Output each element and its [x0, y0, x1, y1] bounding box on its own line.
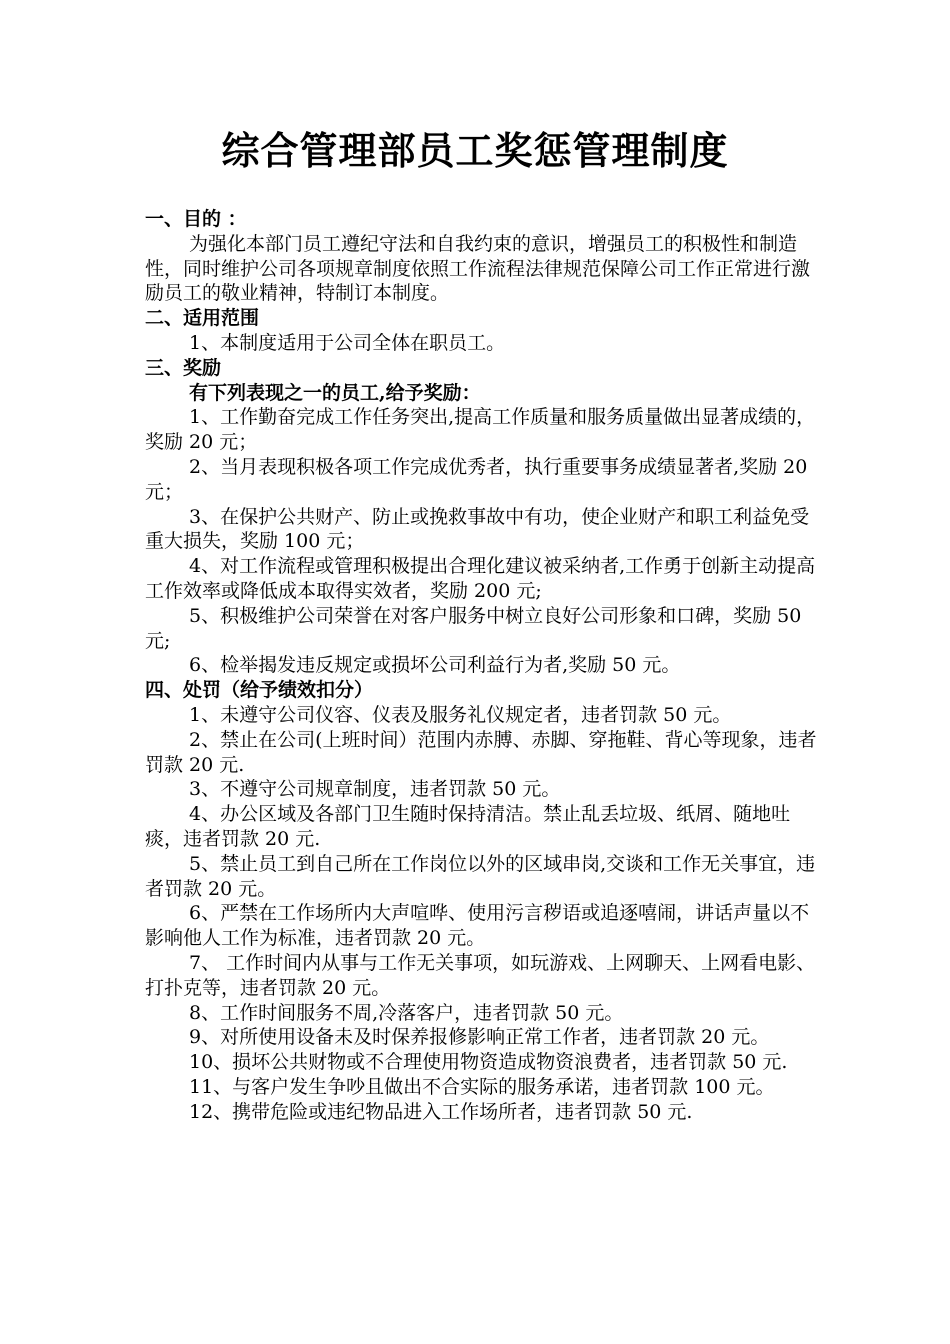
reward-item: 2、当月表现积极各项工作完成优秀者，执行重要事务成绩显著者,奖励 20 元；: [145, 455, 808, 503]
penalty-item: 11、与客户发生争吵且做出不合实际的服务承诺，违者罚款 100 元。: [189, 1075, 775, 1098]
rewards-list: [145, 405, 825, 678]
section-heading-rewards: 三、奖励: [145, 356, 222, 379]
penalty-item: 12、携带危险或违纪物品进入工作场所者，违者罚款 50 元.: [189, 1100, 693, 1123]
reward-item: 6、检举揭发违反规定或损坏公司利益行为者,奖励 50 元。: [189, 654, 681, 677]
penalty-item: 10、损坏公共财物或不合理使用物资造成物资浪费者，违者罚款 50 元.: [189, 1051, 788, 1074]
section-heading-scope: 二、适用范围: [145, 307, 260, 330]
document-title: 综合管理部员工奖惩管理制度: [221, 128, 729, 173]
reward-item: 5、积极维护公司荣誉在对客户服务中树立良好公司形象和口碑，奖励 50 元;: [145, 604, 802, 652]
reward-item: 1、工作勤奋完成工作任务突出,提高工作质量和服务质量做出显著成绩的，奖励 20 元；: [145, 406, 816, 454]
penalty-item: 5、禁止员工到自己所在工作岗位以外的区域串岗,交谈和工作无关事宜，违者罚款 20 元。: [145, 852, 816, 900]
purpose-text: 为强化本部门员工遵纪守法和自我约束的意识，增强员工的积极性和制造性，同时维护公司各项规章制度依照工作流程法律规范保障公司工作正常进行激励员工的敬业精神，特制订本制度。: [145, 232, 811, 305]
penalties-list: [145, 703, 825, 1125]
penalty-item: 7、 工作时间内从事与工作无关事项，如玩游戏、上网聊天、上网看电影、打扑克等，违者罚款 20 元。: [145, 951, 816, 999]
section-heading-purpose: 一、目的 ：: [145, 208, 247, 230]
rewards-intro: 有下列表现之一的员工,给予奖励：: [189, 381, 481, 404]
document-body: [145, 207, 825, 1124]
section-penalties: [145, 678, 825, 1124]
section-purpose: [145, 207, 825, 306]
penalty-item: 8、工作时间服务不周,冷落客户，违者罚款 50 元。: [189, 1001, 624, 1024]
penalty-item: 6、严禁在工作场所内大声喧哗、使用污言秽语或追逐嘻闹，讲话声量以不影响他人工作为标准，违者罚款 20 元。: [145, 902, 810, 950]
penalty-item: 3、不遵守公司规章制度，违者罚款 50 元。: [189, 778, 561, 801]
penalty-item: 4、办公区域及各部门卫生随时保持清洁。禁止乱丢垃圾、纸屑、随地吐痰，违者罚款 20 元.: [145, 803, 791, 850]
section-heading-penalties: 四、处罚（给予绩效扣分）: [145, 679, 374, 702]
penalty-item: 1、未遵守公司仪容、仪表及服务礼仪规定者，违者罚款 50 元。: [189, 703, 732, 726]
reward-item: 4、对工作流程或管理积极提出合理化建议被采纳者,工作勇于创新主动提高工作效率或降低成本取得实效者，奖励 200 元;: [145, 555, 816, 602]
section-scope: [145, 306, 825, 356]
reward-item: 3、在保护公共财产、防止或挽救事故中有功，使企业财产和职工利益免受重大损失，奖励 100 元；: [145, 505, 810, 553]
section-rewards: [145, 356, 825, 678]
penalty-item: 9、对所使用设备未及时保养报修影响正常工作者，违者罚款 20 元。: [189, 1026, 770, 1049]
scope-text: 1、本制度适用于公司全体在职员工。: [189, 331, 506, 354]
penalty-item: 2、禁止在公司(上班时间）范围内赤膊、赤脚、穿拖鞋、背心等现象，违者罚款 20 元.: [145, 728, 817, 776]
